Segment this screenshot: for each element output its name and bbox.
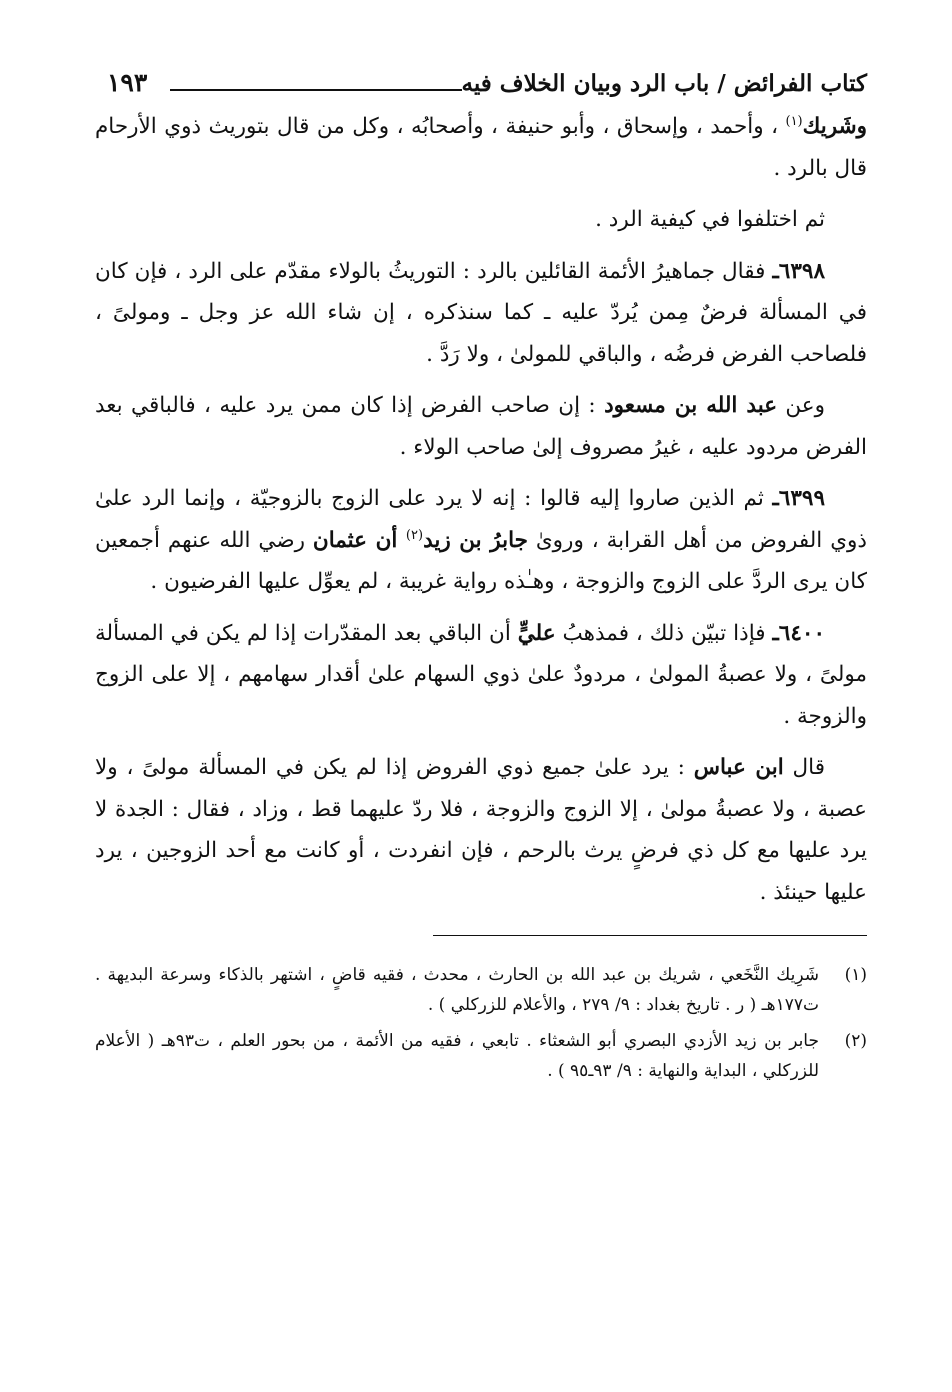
footnote-1-text: شَرِيك النَّخَعي ، شريك بن عبد الله بن الحارث ، محدث ، فقيه قاضٍ ، اشتهر بالذكاء وسرعة البديهة . ت١٧٧هـ ( ر . تاريخ بغداد : ٩/ ٢٧٩ ، والأعلام للزركلي ) .: [95, 965, 819, 1015]
paragraph-6398: [95, 251, 867, 376]
footnote-ref-2: (٢): [405, 527, 424, 543]
footnote-2-number: (٢): [844, 1031, 867, 1051]
footnote-2-text: جابر بن زيد الأزدي البصري أبو الشعثاء . تابعي ، فقيه من الأئمة ، من بحور العلم ، ت٩٣هـ ( الأعلام للزركلي ، البداية والنهاية : ٩/ ٩٣ـ٩٥ ) .: [95, 1031, 819, 1081]
paragraph-ibn-masud: [95, 385, 867, 468]
paragraph-6399-text-a: ثم الذين صاروا إليه قالوا : إنه لا يرد على الزوج بالزوجيّة ، وإنما الرد علىٰ ذوي الفروض من أهل القرابة ، وروىٰ: [95, 486, 867, 553]
paragraph-ibn-abbas-lead: قال: [783, 755, 825, 780]
footnote-separator: [433, 935, 867, 936]
paragraph-6400: [95, 613, 867, 738]
name-ali: عليٍّ: [517, 620, 556, 646]
name-sharik: وشَريك: [802, 114, 867, 139]
page-number: ١٩٣: [107, 68, 148, 97]
paragraph-1-text: ، وأحمد ، وإسحاق ، وأبو حنيفة ، وأصحابُه ، وكل من قال بتوريث ذوي الأرحام قال بالرد .: [95, 114, 867, 181]
footnote-1-number: (١): [844, 965, 867, 985]
name-ibn-abbas: ابن عباس: [693, 755, 784, 780]
paragraph-2: [95, 199, 867, 241]
name-jabir-ibn-zayd: جابرُ بن زيد: [423, 527, 528, 553]
footnote-ref-1: (١): [785, 113, 803, 129]
paragraph-2-text: ثم اختلفوا في كيفية الرد .: [595, 207, 825, 232]
paragraph-6400-text-a: فإذا تبيّن ذلك ، فمذهبُ: [555, 620, 773, 646]
footnote-2: [95, 1026, 867, 1086]
header-title: كتاب الفرائض / باب الرد وبيان الخلاف فيه: [461, 70, 867, 97]
issue-number-6399: ٦٣٩٩ـ: [772, 486, 825, 511]
running-header: [95, 66, 867, 106]
paragraph-6399-text-b: رضي الله عنهم أجمعين كان يرى الردَّ على الزوج والزوجة ، وهـٰذه رواية غريبة ، لم يعوِّل عليها الفرضيون .: [95, 527, 867, 594]
issue-number-6398: ٦٣٩٨ـ: [772, 258, 825, 284]
footnotes: [95, 960, 867, 1086]
paragraph-ibn-masud-text: : إن صاحب الفرض إذا كان ممن يرد عليه ، فالباقي بعد الفرض مردود عليه ، غيرُ مصروف إلىٰ صاحب الولاء .: [95, 393, 867, 460]
paragraph-6398-text: فقال جماهيرُ الأئمة القائلين بالرد : التوريثُ بالولاء مقدّم على الرد ، فإن كان في المسألة فرضٌ مِمن يُردّ عليه ـ كما سنذكره ، إن شاء الله عز وجل ـ ومولىً ، فلصاحب الفرض فرضُه ، والباقي للمولىٰ ، ولا رَدَّ .: [95, 258, 867, 367]
paragraph-1: [95, 106, 867, 189]
paragraph-ibn-masud-lead: وعن: [777, 393, 826, 418]
footnote-1: [95, 960, 867, 1020]
paragraph-6400-text-b: أن الباقي بعد المقدّرات إذا لم يكن في المسألة مولىً ، ولا عصبةُ المولىٰ ، مردودٌ علىٰ ذوي السهام علىٰ أقدار سهامهم ، إلا على الزوج والزوجة .: [95, 620, 867, 729]
paragraph-ibn-abbas-text: : يرد علىٰ جميع ذوي الفروض إذا لم يكن في المسألة مولىً ، ولا عصبة ، ولا عصبةُ مولىٰ ، إلا الزوج والزوجة ، فلا ردّ عليهما قط ، وزاد ، فقال : الجدة لا يرد عليها مع كل ذي فرضٍ يرث بالرحم ، فإن انفردت ، أو كانت مع أحد الزوجين ، يرد عليها حينئذ .: [95, 755, 867, 905]
name-uthman: أن عثمان: [312, 527, 406, 553]
name-abdullah-ibn-masud: عبد الله بن مسعود: [604, 393, 778, 418]
paragraph-ibn-abbas: [95, 747, 867, 913]
header-rule: [170, 89, 462, 91]
main-text: [95, 106, 867, 913]
issue-number-6400: ٦٤٠٠ـ: [772, 620, 825, 646]
paragraph-6399: [95, 478, 867, 603]
page: [95, 66, 867, 1092]
